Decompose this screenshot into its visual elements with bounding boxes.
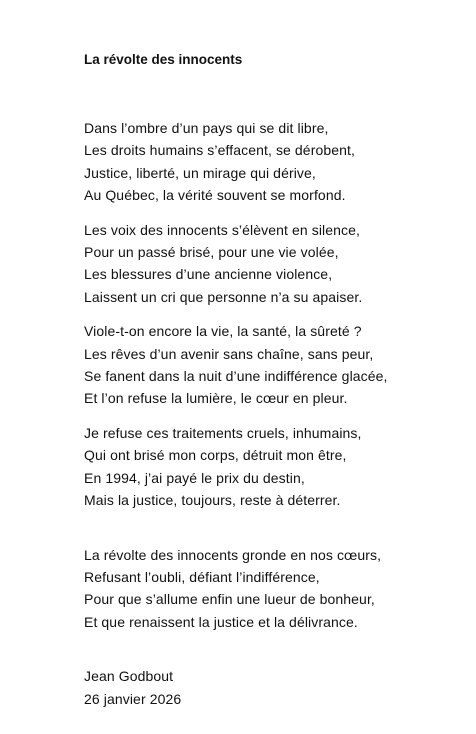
poem-line: Pour que s’allume enfin une lueur de bonheur, bbox=[84, 591, 375, 608]
poem-line: Au Québec, la vérité souvent se morfond. bbox=[84, 187, 346, 204]
poem-line: Et l’on refuse la lumière, le cœur en pleur. bbox=[84, 390, 348, 407]
stanza-4 bbox=[84, 422, 464, 512]
stanza-2 bbox=[84, 219, 464, 309]
stanza-3 bbox=[84, 320, 464, 410]
poem-line: Et que renaissent la justice et la délivrance. bbox=[84, 613, 358, 630]
signature-block bbox=[84, 665, 464, 710]
poem-line: Dans l’ombre d’un pays qui se dit libre, bbox=[84, 120, 329, 136]
poem-line: Les blessures d’une ancienne violence, bbox=[84, 266, 333, 283]
poem-line: Les droits humains s’effacent, se dérobent, bbox=[84, 142, 355, 159]
poem-line: Les voix des innocents s’élèvent en silence, bbox=[84, 221, 361, 238]
poem-line: Viole-t-on encore la vie, la santé, la sûreté ? bbox=[84, 323, 362, 340]
stanza-5 bbox=[84, 544, 464, 634]
poem-line: Pour un passé brisé, pour une vie volée, bbox=[84, 244, 339, 261]
poem-line: Mais la justice, toujours, reste à déterrer. bbox=[84, 492, 341, 509]
poem-line: Les rêves d’un avenir sans chaîne, sans peur, bbox=[84, 345, 374, 362]
poem-date: 26 janvier 2026 bbox=[84, 690, 182, 707]
poem-line: Laissent un cri que personne n’a su apaiser. bbox=[84, 288, 363, 305]
poem-line: La révolte des innocents gronde en nos cœurs, bbox=[84, 546, 382, 563]
poem-line: Se fanent dans la nuit d’une indifférence glacée, bbox=[84, 368, 388, 385]
poem-line: Qui ont brisé mon corps, détruit mon être, bbox=[84, 447, 347, 464]
poem-body bbox=[84, 117, 464, 722]
poem-title: La révolte des innocents bbox=[84, 52, 243, 67]
stanza-1 bbox=[84, 117, 464, 207]
poem-line: En 1994, j’ai payé le prix du destin, bbox=[84, 469, 305, 486]
author-name: Jean Godbout bbox=[84, 668, 174, 685]
poem-line: Je refuse ces traitements cruels, inhumains, bbox=[84, 424, 362, 441]
poem-line: Justice, liberté, un mirage qui dérive, bbox=[84, 164, 316, 181]
poem-line: Refusant l’oubli, défiant l’indifférence, bbox=[84, 568, 320, 585]
